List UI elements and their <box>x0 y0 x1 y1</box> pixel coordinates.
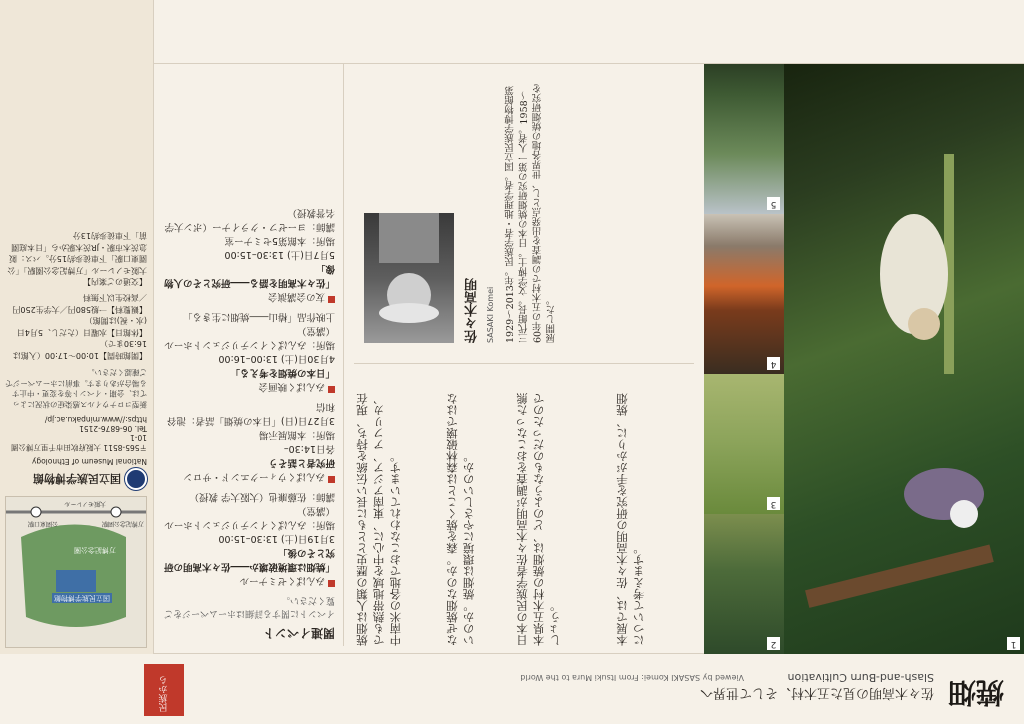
event-speaker: 上映作品「椿山――焼畑に生きる」 <box>182 311 335 322</box>
event-datetime: 3月19日(土) 13:30–15:00 <box>218 533 335 544</box>
museum-url[interactable]: https://www.minpaku.ac.jp/ <box>44 415 147 424</box>
event-category: みんぱくゼミナール <box>239 575 325 586</box>
notice-text: 新型コロナウイルス感染症の状況によっては、会期・イベント等を変更・中止する場合があります。事前にホームページでご確認ください。 <box>5 368 147 409</box>
main-title: 焼畑 <box>947 676 1004 709</box>
map-label-museum: 国立民族学博物館 <box>54 594 110 602</box>
bullet-icon <box>328 476 335 483</box>
event-speaker: 講師：佐藤廉也（大阪大学 教授） <box>189 491 335 502</box>
series-logo <box>144 664 184 716</box>
photo-villagers <box>704 514 784 654</box>
event-title: 研究者と話そう <box>268 457 335 468</box>
forest-illustration <box>784 64 1024 654</box>
events-note: イベントに関する詳細はホームページをご覧ください。 <box>164 595 335 618</box>
map-label-east: 公園東口駅 <box>27 520 58 527</box>
event-speaker: 3月27日(日)「日本の焼畑」話者：池谷和信 <box>166 401 335 426</box>
profile-name-en: SASAKI Komei <box>486 286 495 343</box>
event-title: 「日本の焼畑を考える」 <box>230 367 335 378</box>
bullet-icon <box>328 296 335 303</box>
event-category: みんぱくウィークエンド・サロン <box>183 471 325 482</box>
event-venue: 場所：みんぱくインテリジェントホール（講堂） <box>164 325 335 350</box>
museum-phone: Tel. 06-6876-2151 <box>79 424 147 433</box>
intro-paragraph-2: なぜ焼畑なのか。森を焼くことは森林破壊ではないのか。焼畑は環境にやさしいのか。 <box>445 393 476 646</box>
bullet-icon <box>328 580 335 587</box>
event-item <box>161 401 335 485</box>
map-label-monorail: 大阪モノレール <box>64 500 106 507</box>
intro-paragraph-3: 日本の民族学者佐々木高明が調査をおこなった熊本県五木村の焼畑は、どのようなものだったのでしょう。 <box>515 393 563 646</box>
info-column <box>0 0 154 654</box>
event-datetime: 4月30日(土) 13:00–16:00 <box>218 353 335 364</box>
opening-hours: 【開館時間】10:00〜17:00（入館は16:30まで） <box>12 339 147 360</box>
event-speaker: 講師：ヨーゼフ・クライナー（ボン大学 名誉教授） <box>164 207 335 232</box>
photo-number: 4 <box>767 357 780 370</box>
event-title: 「佐々木高明を語る――研究とその人物像」 <box>163 263 335 288</box>
map-label-park: 万博記念公園 <box>74 546 116 554</box>
photo-forest-worker <box>784 64 1024 654</box>
admission-fees: 【観覧料】一般580円／大学生250円／高校生以下無料 <box>12 293 147 314</box>
event-venue: 場所：本館展示場 <box>258 429 335 440</box>
profile-portrait <box>364 213 454 343</box>
event-venue: 場所：みんぱくインテリジェントホール（講堂） <box>164 505 335 530</box>
english-title: Slash-and-Burn Cultivation <box>787 671 934 684</box>
access-body: 大阪モノレール「万博記念公園駅」「公園東口駅」下車徒歩約15分。バス：阪急茨木市駅・JR茨木駅から「日本庭園前」下車徒歩約13分 <box>7 231 147 275</box>
photo-mountain-village <box>704 64 784 214</box>
main-subtitle: 佐々木高明の見た五木村、そして世界へ <box>699 685 934 700</box>
photo-number: 1 <box>1007 637 1020 650</box>
event-category: みんぱく映画会 <box>258 381 325 392</box>
profile-block <box>354 63 694 364</box>
closed-days: 【休館日】水曜日（ただし、5月4日(水・祝)は開館） <box>16 316 147 337</box>
series-label: 民族から <box>159 676 170 712</box>
photo-number: 5 <box>767 197 780 210</box>
museum-name-jp: 国立民族学博物館 <box>33 472 121 485</box>
intro-paragraph-4: 本展では、佐々木高明の研究を手がかりに、焼畑について考えます。 <box>615 393 646 646</box>
event-category: 友の会講演会 <box>267 291 325 302</box>
event-datetime: 5月7日(土) 13:30–15:00 <box>224 249 335 260</box>
minpaku-logo-icon <box>125 468 147 490</box>
event-venue: 場所：本館第5セミナー室 <box>224 235 335 246</box>
profile-name: 佐々木高明 <box>465 278 480 343</box>
event-datetime: 各日14:30– <box>283 443 335 454</box>
events-section <box>153 64 344 646</box>
bottom-strip <box>154 0 1024 64</box>
visit-info <box>5 229 147 361</box>
museum-address: 〒565-8511 大阪府吹田市千里万博公園10-1 <box>11 433 147 452</box>
map-label-station: 万博記念公園駅 <box>101 520 144 527</box>
museum-identity <box>5 415 147 490</box>
portrait-silhouette <box>364 213 454 343</box>
access-map <box>5 496 147 648</box>
photo-burning-field <box>704 214 784 374</box>
events-heading: 関連イベント <box>262 626 335 640</box>
photo-number: 2 <box>767 637 780 650</box>
title-strip <box>0 653 1024 724</box>
event-item <box>161 207 335 305</box>
english-subtitle: Viewed by SASAKI Komei: From Itsuki Mura to the World <box>520 673 744 682</box>
photo-number: 3 <box>767 497 780 510</box>
event-item <box>161 491 335 589</box>
intro-text <box>354 366 694 646</box>
event-item <box>161 311 335 395</box>
museum-name-en: National Museum of Ethnology <box>31 457 147 466</box>
profile-bio: 1929〜2013年。民族学者・地理学者。国立民族学博物館第三代館長。文学博士。日本の焼畑研究の第一人者。1958〜60年の五木村での調査を出発点とし、世界各地の焼畑研究を展開した。 <box>505 83 558 343</box>
event-title: 「焼畑は環境破壊か――佐々木高明の研究とその後」 <box>163 547 335 572</box>
photo-field-planting <box>704 374 784 514</box>
access-heading: 【交通のご案内】 <box>83 277 147 287</box>
intro-paragraph-1: 焼畑は人類の歴史とともに長い伝統を持ち、現在でも熱帯地域を中心に、東南アジア、アフリカ、中南米の各地でおこなわれています。 <box>355 393 403 646</box>
bullet-icon <box>328 386 335 393</box>
